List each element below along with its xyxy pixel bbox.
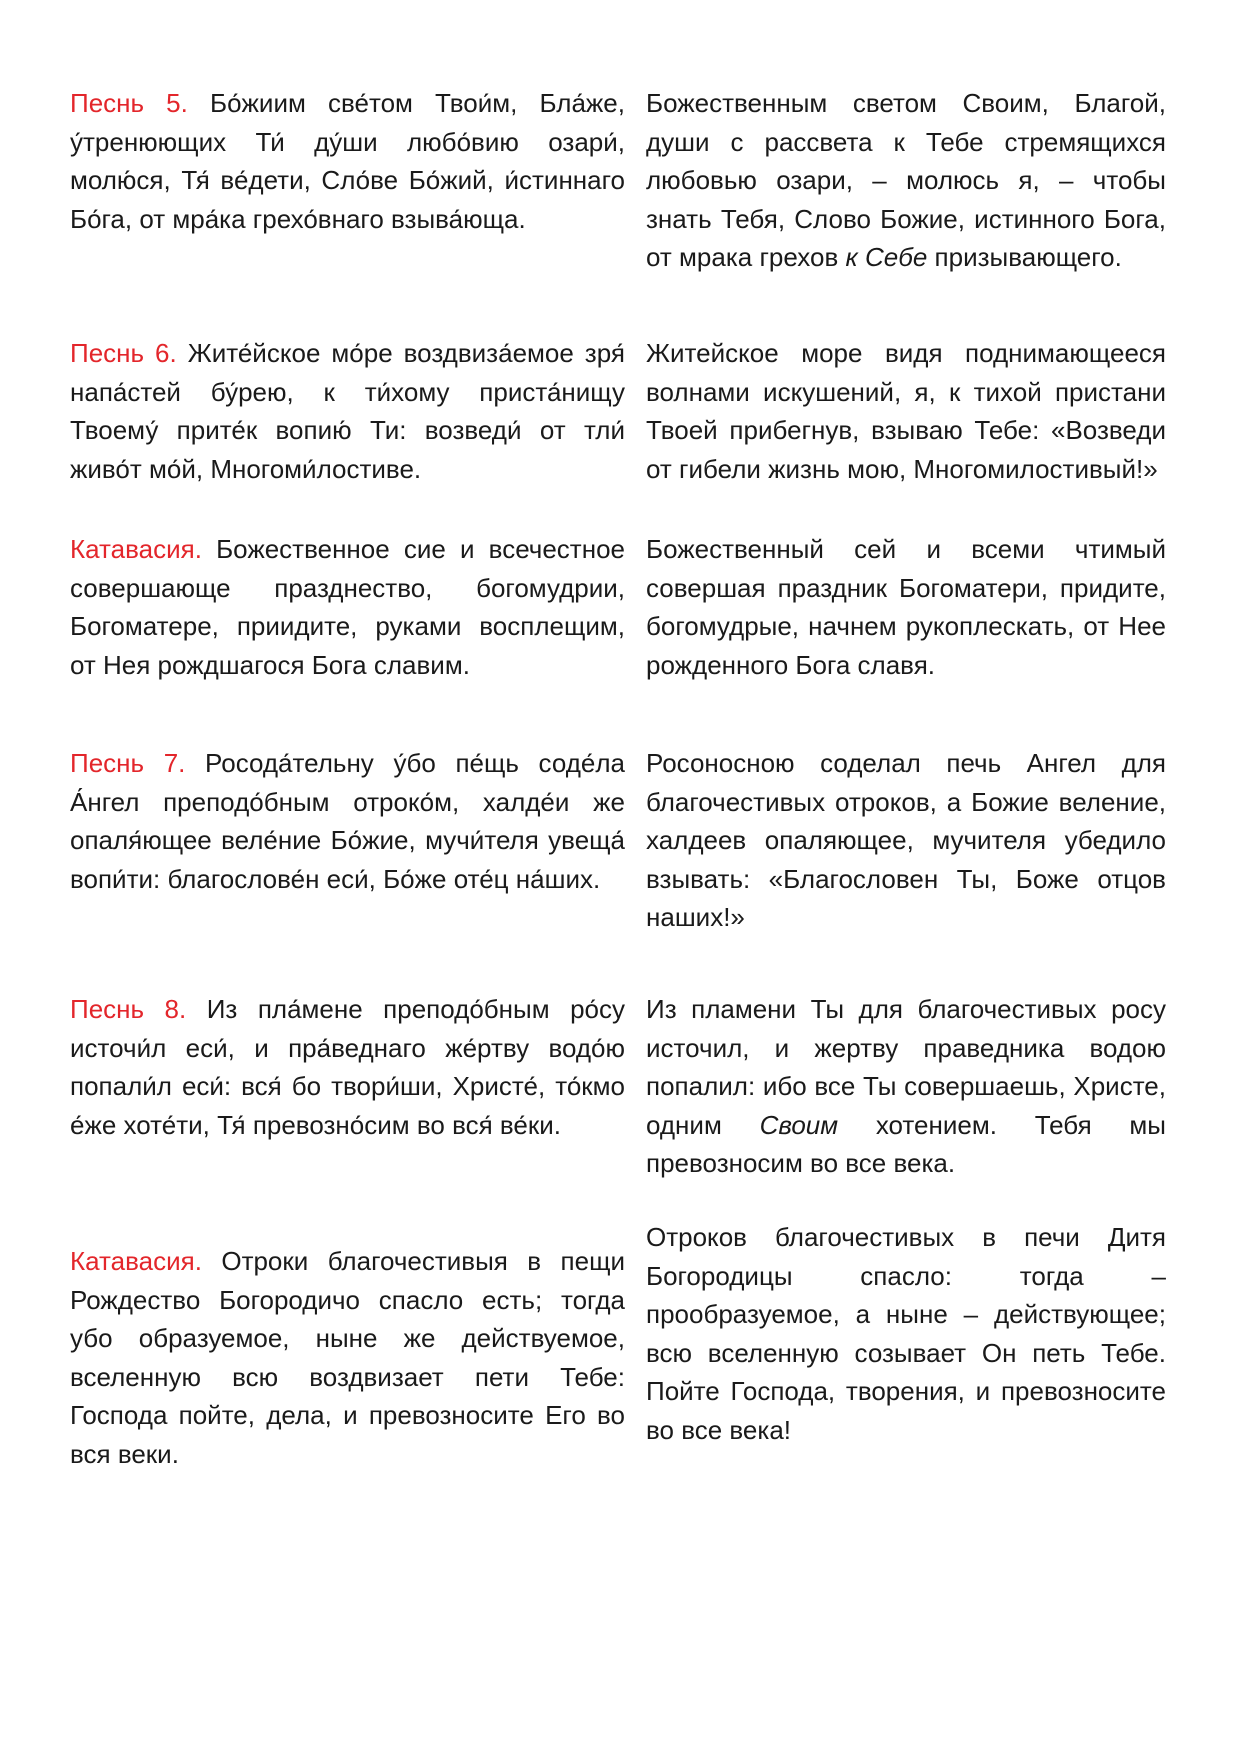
modern-text-part: Божественным светом Своим, Благой, души с рассвета к Тебе стремящихся любовью озари, – молюсь я, – чтобы знать Тебя, Слово Божие, истинного Бога, от мрака грехов bbox=[646, 88, 1166, 272]
modern-text-part: хотением. Тебя мы превозносим во все века. bbox=[646, 1109, 1166, 1178]
church-text: Бо́жиим све́том Твои́м, Бла́же, у́тренюющих Ти́ ду́ши любо́вию озари́, молю́ся, Тя́ ве́дети, Сло́ве Бо́жий, и́стиннаго Бо́га, от мра́ка грехо́внаго взыва́юща. bbox=[70, 88, 625, 234]
modern-text: Житейское море видя поднимающееся волнами искушений, я, к тихой пристани Твоей прибегнув, взываю Тебе: «Возведи от гибели жизнь мою, Многомилостивый!» bbox=[646, 338, 1166, 484]
modern-translation-text bbox=[646, 744, 1166, 937]
modern-translation-text bbox=[646, 990, 1166, 1183]
church-slavonic-text bbox=[70, 530, 625, 684]
modern-text: Отроков благочестивых в печи Дитя Богородицы спасло: тогда – прообразуемое, а ныне – действующее; всю вселенную созывает Он петь Тебе. Пойте Господа, творения, и превозносите во все века! bbox=[646, 1222, 1166, 1445]
modern-text: Росоносною соделал печь Ангел для благочестивых отроков, а Божие веление, халдеев опаляющее, мучителя убедило взывать: «Благословен Ты, Боже отцов наших!» bbox=[646, 748, 1166, 932]
section-label: Катавасия. bbox=[70, 1246, 202, 1276]
modern-translation-text bbox=[646, 334, 1166, 488]
church-text: Отроки благочестивыя в пещи Рождество Богородичо спасло есть; тогда убо образуемое, ныне же действуемое, вселенную всю воздвизает пети Тебе: Господа пойте, дела, и превозносите Его во вся веки. bbox=[70, 1246, 625, 1469]
section-label: Катавасия. bbox=[70, 534, 202, 564]
church-text: Жите́йское мо́ре воздвиза́емое зря́ напа́стей бу́рею, к ти́хому приста́нищу Твоему́ прите́к вопию́ Ти: возведи́ от тли́ живо́т мо́й, Многоми́лостиве. bbox=[70, 338, 625, 484]
modern-text-italic: Своим bbox=[759, 1109, 839, 1140]
church-text: Из пла́мене преподо́бным ро́су источи́л еси́, и пра́веднаго же́ртву водо́ю попали́л еси́: вся́ бо твори́ши, Христе́, то́кмо е́же хоте́ти, Тя́ превозно́сим во вся́ ве́ки. bbox=[70, 994, 625, 1140]
modern-translation-text bbox=[646, 84, 1166, 277]
section-label: Песнь 8. bbox=[70, 994, 187, 1024]
section-label: Песнь 5. bbox=[70, 88, 188, 118]
church-slavonic-text bbox=[70, 84, 625, 238]
church-slavonic-text bbox=[70, 744, 625, 898]
church-slavonic-text bbox=[70, 334, 625, 488]
modern-text-italic: к Себе bbox=[845, 242, 928, 272]
church-text: Росода́тельну у́бо пе́щь соде́ла А́нгел преподо́бным отроко́м, халде́и же опаля́ющее веле́ние Бо́жие, мучи́теля увеща́ вопи́ти: благослове́н еси́, Бо́же оте́ц на́ших. bbox=[70, 748, 626, 894]
section-label: Песнь 6. bbox=[70, 338, 177, 368]
modern-text: Божественный сей и всеми чтимый совершая праздник Богоматери, придите, богомудрые, начнем рукоплескать, от Нее рожденного Бога славя. bbox=[646, 534, 1166, 680]
church-text: Божественное сие и всечестное совершающе празднество, богомудрии, Богоматере, приидите, руками восплещим, от Нея рождшагося Бога славим. bbox=[70, 534, 625, 680]
modern-translation-text bbox=[646, 530, 1166, 684]
section-label: Песнь 7. bbox=[70, 748, 186, 778]
modern-translation-text bbox=[646, 1218, 1166, 1449]
modern-text-part: призывающего. bbox=[927, 242, 1122, 272]
church-slavonic-text bbox=[70, 990, 625, 1144]
church-slavonic-text bbox=[70, 1242, 625, 1473]
modern-text-part: Из пламени Ты для благочестивых росу источил, и жертву праведника водою попалил: ибо все Ты совершаешь, Христе, одним bbox=[646, 994, 1166, 1140]
